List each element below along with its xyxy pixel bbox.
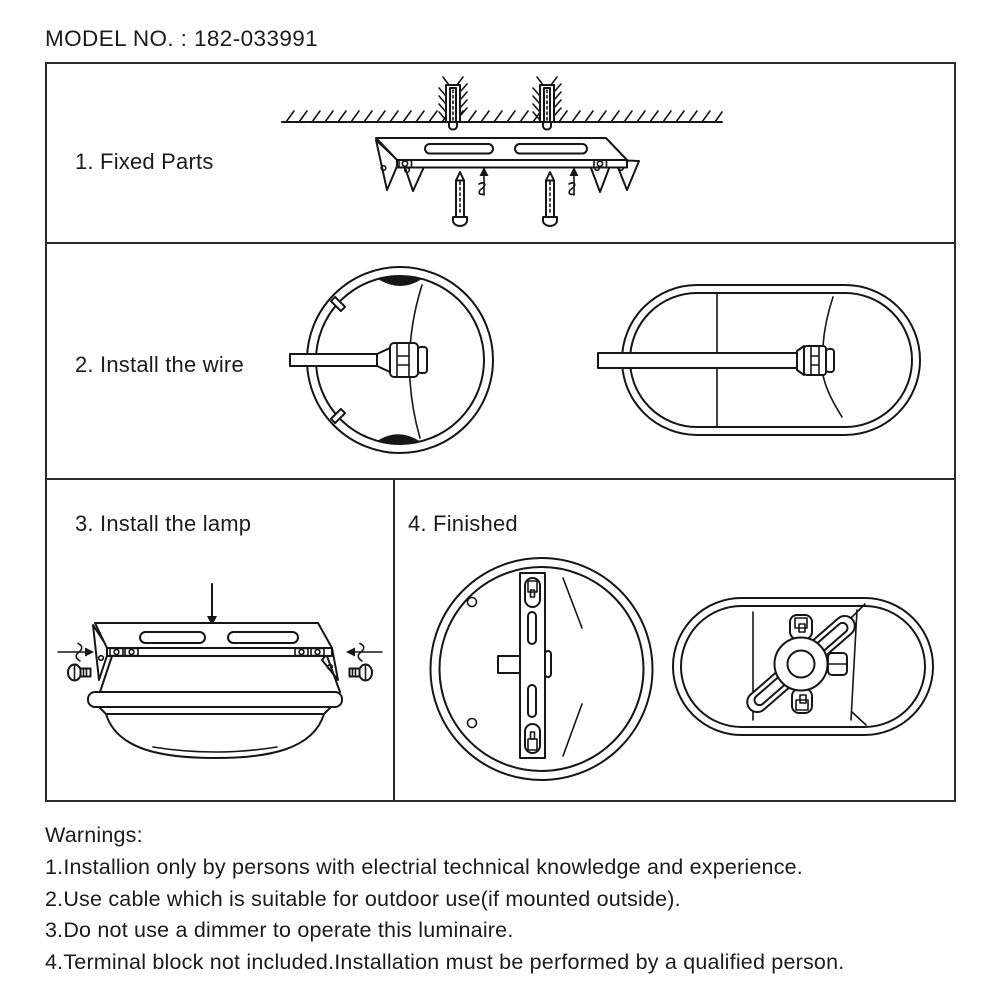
- ceiling: [282, 111, 722, 122]
- retainer-clip-top: [378, 276, 422, 286]
- push-down-arrow: [207, 584, 217, 626]
- wire-and-gland: [598, 346, 834, 375]
- bracket-slot: [228, 632, 298, 643]
- finished-oval-diagram: [665, 590, 940, 742]
- screw-right: [543, 172, 557, 226]
- lamp-rim: [88, 692, 342, 707]
- lamp-body: [88, 656, 342, 758]
- screw-hole: [468, 598, 477, 607]
- step-1-label: 1. Fixed Parts: [75, 149, 214, 174]
- side-tab: [498, 656, 520, 673]
- bracket-slot: [528, 685, 536, 717]
- fixed-parts-diagram: [270, 68, 730, 238]
- install-wire-round-diagram: [280, 255, 525, 470]
- side-screw-left: [58, 644, 94, 681]
- cable-gland: [804, 346, 826, 375]
- screw-up-arrow: [479, 167, 489, 195]
- bracket-slot: [515, 144, 587, 154]
- mounting-bracket-back: [498, 573, 551, 758]
- screw-hole: [468, 719, 477, 728]
- wire: [598, 353, 797, 368]
- bracket-slot: [140, 632, 205, 643]
- cable-gland: [390, 343, 418, 377]
- side-screw-right: [346, 644, 382, 681]
- install-lamp-diagram: [55, 580, 395, 792]
- warning-item: 3.Do not use a dimmer to operate this luminaire.: [45, 918, 514, 943]
- screw-left: [453, 172, 467, 226]
- wire: [290, 354, 377, 366]
- bracket-slot: [528, 612, 536, 644]
- warning-item: 1.Installion only by persons with electrial technical knowledge and experience.: [45, 854, 803, 879]
- warning-item: 2.Use cable which is suitable for outdoor use(if mounted outside).: [45, 886, 681, 911]
- screw-up-arrow: [569, 167, 579, 195]
- finished-round-diagram: [425, 555, 660, 787]
- warning-item: 4.Terminal block not included.Installation must be performed by a qualified person.: [45, 950, 845, 975]
- model-number: MODEL NO. : 182-033991: [45, 26, 319, 51]
- wire-and-gland: [290, 343, 427, 377]
- cross-mounting-bracket: [743, 612, 859, 716]
- step-2-label: 2. Install the wire: [75, 352, 244, 377]
- bracket-slot: [425, 144, 493, 154]
- install-wire-oval-diagram: [590, 275, 935, 445]
- reflector-edge: [563, 578, 582, 756]
- step-3-label: 3. Install the lamp: [75, 511, 252, 536]
- warnings-title: Warnings:: [45, 823, 143, 847]
- mounting-bracket: [376, 138, 639, 192]
- warnings-section: [45, 820, 844, 979]
- lamp-bracket: [93, 623, 338, 680]
- step-4-label: 4. Finished: [408, 511, 518, 536]
